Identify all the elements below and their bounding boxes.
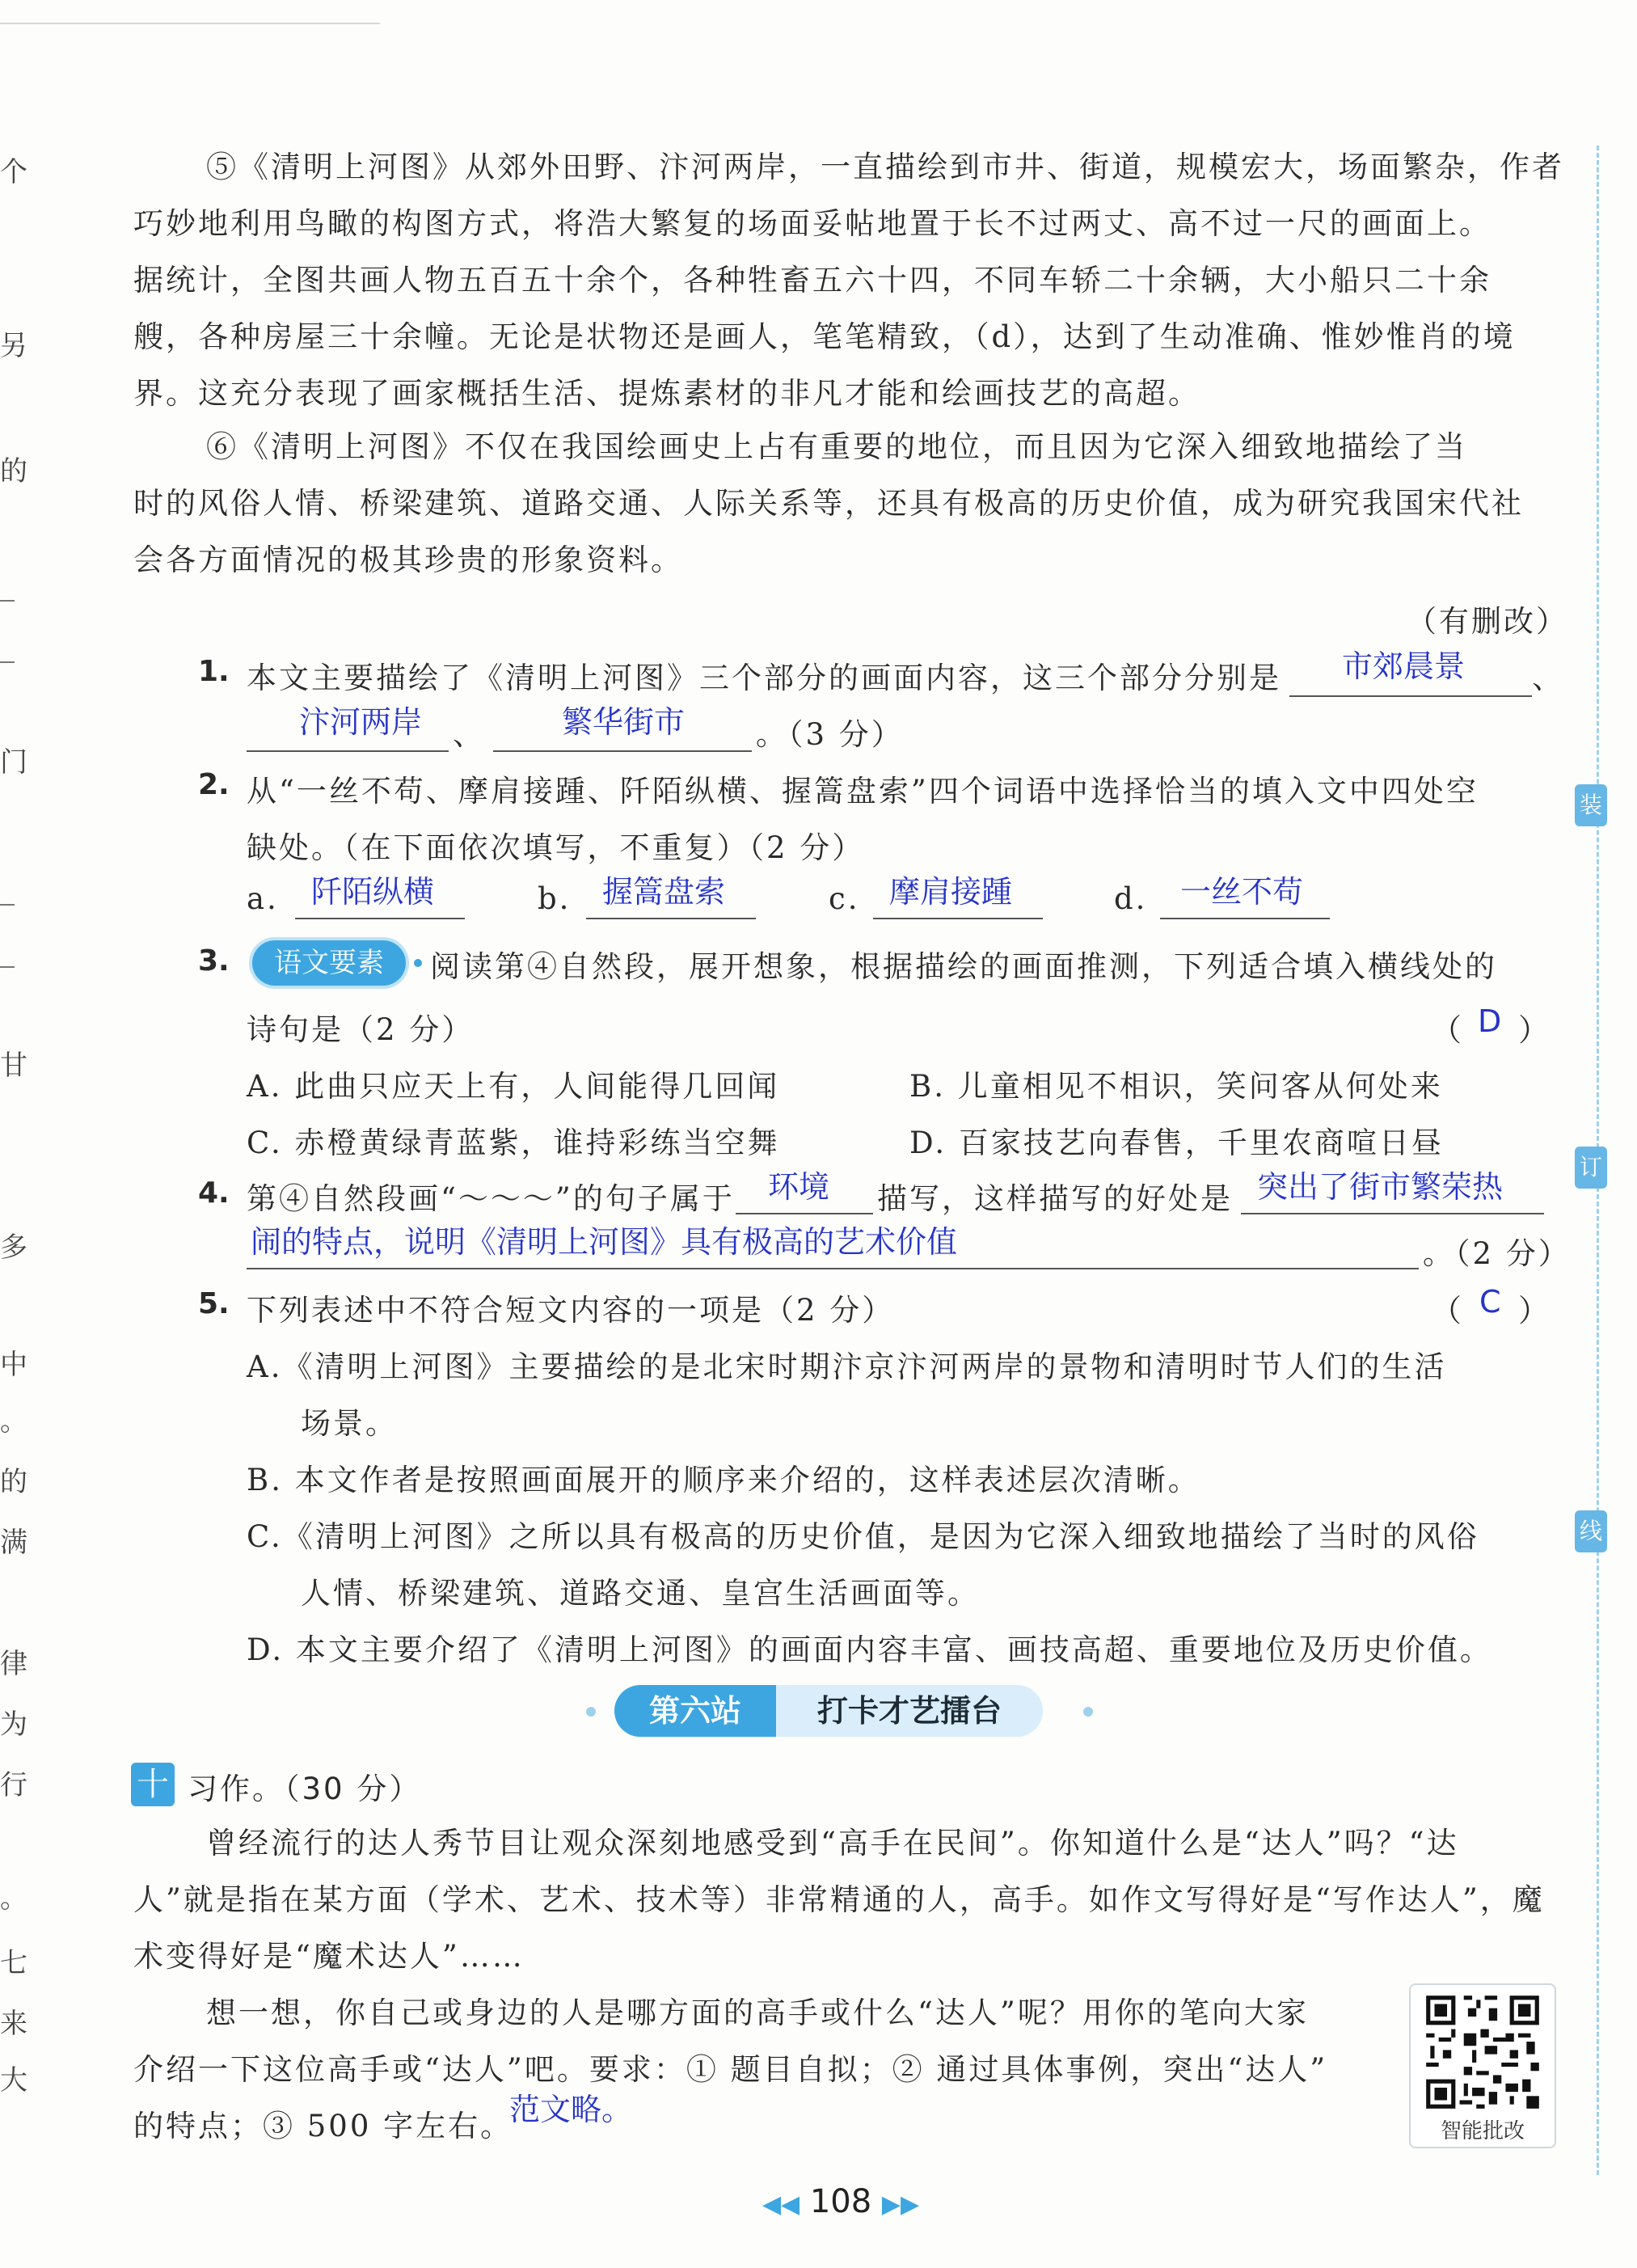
- separator: 、: [1532, 661, 1564, 695]
- edge-fragment: 律: [0, 1648, 27, 1680]
- badge-dot: [414, 959, 422, 967]
- prompt-line: 想一想，你自己或身边的人是哪方面的高手或什么“达人”呢？用你的笔向大家: [206, 1996, 1309, 2030]
- binding-tab-zhuang: 装: [1575, 784, 1607, 826]
- question-5-option-a-line-2: 场景。: [301, 1406, 398, 1441]
- question-4-text-b: 描写，这样描写的好处是: [877, 1181, 1233, 1216]
- question-1-answer-3: 繁华街市: [562, 704, 686, 740]
- option-a-label: a.: [247, 881, 279, 916]
- passage-line: 据统计，全图共画人物五百五十余个，各种牲畜五六十四，不同车轿二十余辆，大小船只二十余: [133, 263, 1491, 298]
- section-ten-title: 习作。（30 分）: [188, 1772, 422, 1806]
- question-5-option-c-line-1: C.《清明上河图》之所以具有极高的历史价值，是因为它深入细致地描绘了当时的风俗: [247, 1519, 1479, 1554]
- question-4-number: 4.: [198, 1176, 230, 1210]
- edge-fragment: 。: [0, 1405, 27, 1438]
- edge-fragment: 。: [0, 1882, 27, 1915]
- question-5-answer: C: [1479, 1284, 1501, 1320]
- qr-code-icon: [1422, 1991, 1543, 2113]
- edge-fragment: 来: [0, 2008, 27, 2040]
- edge-fragment: 的: [0, 1466, 27, 1498]
- qr-code-label: 智能批改: [1440, 2119, 1525, 2143]
- question-1-answer-1: 市郊晨景: [1342, 648, 1466, 684]
- question-2-line-1: 从“一丝不苟、摩肩接踵、阡陌纵横、握篙盘索”四个词语中选择恰当的填入文中四处空: [247, 774, 1479, 809]
- question-5-option-b: B. 本文作者是按照画面展开的顺序来介绍的，这样表述层次清晰。: [247, 1463, 1200, 1497]
- page-number: 108: [809, 2183, 872, 2220]
- option-d-answer: 一丝不苟: [1180, 874, 1304, 910]
- qr-code-card[interactable]: [1409, 1983, 1556, 2148]
- prev-arrow-icon: ◀◀: [762, 2190, 800, 2219]
- option-c-label: c.: [829, 881, 860, 916]
- question-1-number: 1.: [198, 655, 230, 688]
- composition-prompt: [133, 1815, 1552, 1985]
- prompt-line: 术变得好是“魔术达人”……: [133, 1939, 525, 1974]
- binding-tab-ding: 订: [1575, 1147, 1607, 1189]
- edge-fragment: 另: [0, 330, 27, 362]
- edge-fragment: 中: [0, 1349, 27, 1381]
- edge-tick: [0, 600, 15, 602]
- separator: 、: [453, 717, 485, 752]
- question-1-points: 。（3 分）: [756, 717, 904, 752]
- yuwen-yaosu-badge: 语文要素: [252, 940, 406, 986]
- edge-fragment: 甘: [0, 1050, 27, 1082]
- answer-blank: [247, 750, 449, 752]
- edge-fragment: 门: [0, 746, 27, 779]
- edge-fragment: 行: [0, 1769, 27, 1801]
- edge-fragment: 的: [0, 455, 27, 488]
- passage-line: 艘，各种房屋三十余幢。无论是状物还是画人，笔笔精致，（d），达到了生动准确、惟妙惟肖的境: [133, 319, 1516, 354]
- question-4-answer-2b: 闹的特点，说明《清明上河图》具有极高的艺术价值: [251, 1224, 958, 1260]
- composition-answer: 范文略。: [509, 2092, 633, 2127]
- passage-line: ⑤《清明上河图》从郊外田野、汴河两岸，一直描绘到市井、街道，规模宏大，场面繁杂，作者: [206, 150, 1564, 184]
- composition-requirements: [133, 1985, 1394, 2155]
- prompt-line: 曾经流行的达人秀节目让观众深刻地感受到“高手在民间”。你知道什么是“达人”吗？“达: [206, 1826, 1459, 1860]
- source-note: （有删改）: [1407, 604, 1568, 639]
- question-3-line-2: 诗句是（2 分）: [247, 1012, 475, 1047]
- next-arrow-icon: ▶▶: [881, 2190, 920, 2219]
- question-3-answer: D: [1478, 1003, 1502, 1039]
- question-4-answer-1: 环境: [768, 1169, 830, 1205]
- question-5-text: 下列表述中不符合短文内容的一项是（2 分）: [247, 1293, 895, 1328]
- page-number-footer: [752, 2183, 930, 2220]
- edge-tick: [0, 661, 15, 663]
- edge-tick: [0, 966, 15, 968]
- question-4-points: 。（2 分）: [1423, 1236, 1571, 1271]
- prompt-line: 介绍一下这位高手或“达人”吧。要求：① 题目自拟；② 通过具体事例，突出“达人”: [133, 2052, 1328, 2087]
- question-1-answer-2: 汴河两岸: [299, 704, 423, 740]
- question-3-line-1: 阅读第④自然段，展开想象，根据描绘的画面推测，下列适合填入横线处的: [430, 949, 1497, 984]
- answer-blank: [873, 918, 1043, 919]
- prompt-line: 人”就是指在某方面（学术、艺术、技术等）非常精通的人，高手。如作文写得好是“写作达人”，魔: [133, 1882, 1545, 1917]
- passage-line: 会各方面情况的极其珍贵的形象资料。: [133, 543, 683, 577]
- option-a-answer: 阡陌纵横: [311, 874, 435, 910]
- question-3-number: 3.: [198, 944, 230, 978]
- section-ten-icon: 十: [131, 1763, 175, 1806]
- answer-blank: [493, 750, 752, 752]
- passage-paragraph-6: [133, 419, 1552, 589]
- question-3-option-a: A. 此曲只应天上有，人间能得几回闻: [247, 1069, 780, 1104]
- question-5-option-a-line-1: A.《清明上河图》主要描绘的是北宋时期汴京汴河两岸的景物和清明时节人们的生活: [247, 1349, 1447, 1384]
- passage-line: ⑥《清明上河图》不仅在我国绘画史上占有重要的地位，而且因为它深入细致地描绘了当: [206, 429, 1467, 464]
- answer-blank: [1289, 695, 1532, 697]
- option-d-label: d.: [1114, 881, 1148, 916]
- answer-bracket-close: ）: [1518, 1012, 1550, 1048]
- passage-line: 时的风俗人情、桥梁建筑、道路交通、人际关系等，还具有极高的历史价值，成为研究我国宋代社: [133, 486, 1524, 521]
- passage-paragraph-5: [133, 139, 1564, 422]
- passage-line: 巧妙地利用鸟瞰的构图方式，将浩大繁复的场面妥帖地置于长不过两丈、高不过一尺的画面上。: [133, 206, 1491, 241]
- answer-bracket-open: （: [1431, 1293, 1462, 1328]
- answer-blank: [247, 1268, 1419, 1269]
- prompt-line: 的特点；③ 500 字左右。: [133, 2109, 513, 2143]
- answer-bracket-close: ）: [1518, 1293, 1550, 1328]
- station-title: 打卡才艺擂台: [776, 1685, 1043, 1737]
- edge-fragment: 满: [0, 1527, 27, 1559]
- question-5-option-d: D. 本文主要介绍了《清明上河图》的画面内容丰富、画技高超、重要地位及历史价值。: [247, 1632, 1492, 1667]
- answer-blank: [1160, 918, 1330, 919]
- question-5-number: 5.: [198, 1287, 230, 1320]
- answer-bracket-open: （: [1431, 1012, 1462, 1048]
- option-b-answer: 握篙盘索: [602, 874, 726, 910]
- question-2-line-2: 缺处。（在下面依次填写，不重复）（2 分）: [247, 830, 865, 865]
- station-banner: [590, 1683, 1059, 1740]
- answer-blank: [295, 918, 465, 919]
- edge-fragment: 大: [0, 2064, 27, 2097]
- question-4-text-a: 第④自然段画“～～～”的句子属于: [247, 1181, 735, 1216]
- option-c-answer: 摩肩接踵: [889, 874, 1013, 910]
- answer-blank: [736, 1213, 873, 1214]
- question-2-number: 2.: [198, 768, 230, 801]
- option-b-label: b.: [538, 881, 572, 916]
- passage-line: 界。这充分表现了画家概括生活、提炼素材的非凡才能和绘画技艺的高超。: [133, 376, 1200, 411]
- question-1-text: 本文主要描绘了《清明上河图》三个部分的画面内容，这三个部分分别是: [247, 661, 1281, 695]
- question-4-answer-2a: 突出了街市繁荣热: [1257, 1169, 1504, 1205]
- answer-blank: [1241, 1213, 1544, 1214]
- banner-dot-right: [1083, 1707, 1093, 1717]
- top-rule: [0, 23, 380, 24]
- edge-tick: [0, 904, 15, 906]
- station-number: 第六站: [614, 1685, 776, 1737]
- question-3-option-b: B. 儿童相见不相识，笑问客从何处来: [909, 1069, 1443, 1104]
- question-3-option-c: C. 赤橙黄绿青蓝紫，谁持彩练当空舞: [247, 1126, 780, 1160]
- edge-fragment: 个: [0, 156, 27, 188]
- question-5-option-c-line-2: 人情、桥梁建筑、道路交通、皇宫生活画面等。: [301, 1576, 980, 1611]
- binding-tab-xian: 线: [1575, 1510, 1607, 1552]
- answer-blank: [586, 918, 756, 919]
- edge-fragment: 七: [0, 1947, 27, 1979]
- edge-fragment: 为: [0, 1708, 27, 1741]
- edge-fragment: 多: [0, 1231, 27, 1264]
- question-3-option-d: D. 百家技艺向春售，千里农商喧日昼: [909, 1126, 1444, 1160]
